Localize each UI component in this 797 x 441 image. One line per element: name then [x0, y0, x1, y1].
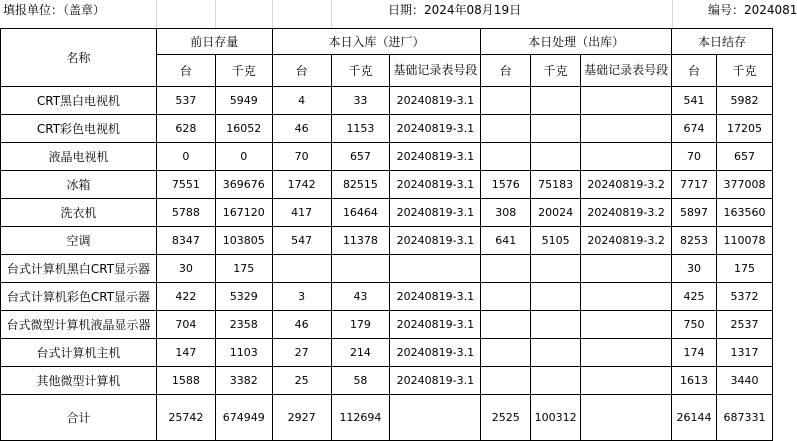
in-record-cell: 20240819-3.1: [390, 143, 481, 171]
in-record-cell: 20240819-3.1: [390, 311, 481, 339]
prev-kg-cell: 16052: [215, 115, 272, 143]
out-units-cell: 2525: [481, 395, 531, 441]
out-record-cell: 20240819-3.2: [581, 227, 672, 255]
stock-kg-cell: 3440: [717, 367, 773, 395]
in-units-cell: 4: [272, 87, 331, 115]
subheader-unit: 台: [672, 55, 717, 87]
out-record-cell: [581, 339, 672, 367]
report-number-label: 编号：2024081: [708, 3, 797, 17]
out-record-cell: [581, 395, 672, 441]
prev-units-cell: 704: [156, 311, 215, 339]
prev-kg-cell: 175: [215, 255, 272, 283]
prev-units-cell: 1588: [156, 367, 215, 395]
header-name: 名称: [1, 29, 157, 87]
out-kg-cell: 5105: [531, 227, 581, 255]
stock-units-cell: 26144: [672, 395, 717, 441]
out-kg-cell: [531, 115, 581, 143]
out-record-cell: [581, 283, 672, 311]
in-kg-cell: 214: [331, 339, 390, 367]
prev-kg-cell: 167120: [215, 199, 272, 227]
out-units-cell: 641: [481, 227, 531, 255]
stock-units-cell: 7717: [672, 171, 717, 199]
in-record-cell: 20240819-3.1: [390, 283, 481, 311]
in-units-cell: 547: [272, 227, 331, 255]
in-units-cell: 2927: [272, 395, 331, 441]
in-record-cell: 20240819-3.1: [390, 115, 481, 143]
stock-units-cell: 541: [672, 87, 717, 115]
in-record-cell: 20240819-3.1: [390, 199, 481, 227]
grid-line: [156, 0, 157, 28]
in-units-cell: 70: [272, 143, 331, 171]
grid-line: [215, 0, 216, 28]
item-name-cell: 合计: [1, 395, 157, 441]
out-record-cell: [581, 87, 672, 115]
out-kg-cell: 75183: [531, 171, 581, 199]
out-units-cell: [481, 115, 531, 143]
subheader-record: 基础记录表号段: [581, 55, 672, 87]
prev-kg-cell: 674949: [215, 395, 272, 441]
table-row: [1, 255, 773, 283]
header-today-stock: 本日结存: [672, 29, 773, 55]
item-name-cell: 台式计算机主机: [1, 339, 157, 367]
out-units-cell: [481, 367, 531, 395]
table-row: [1, 143, 773, 171]
stock-units-cell: 425: [672, 283, 717, 311]
subheader-kg: 千克: [531, 55, 581, 87]
out-kg-cell: [531, 255, 581, 283]
prev-kg-cell: 5949: [215, 87, 272, 115]
out-record-cell: [581, 255, 672, 283]
stock-kg-cell: 2537: [717, 311, 773, 339]
subheader-unit: 台: [272, 55, 331, 87]
item-name-cell: 其他微型计算机: [1, 367, 157, 395]
in-kg-cell: 58: [331, 367, 390, 395]
prev-kg-cell: 2358: [215, 311, 272, 339]
stock-kg-cell: 377008: [717, 171, 773, 199]
out-kg-cell: 100312: [531, 395, 581, 441]
in-kg-cell: 11378: [331, 227, 390, 255]
prev-kg-cell: 369676: [215, 171, 272, 199]
stock-units-cell: 8253: [672, 227, 717, 255]
stock-units-cell: 750: [672, 311, 717, 339]
in-units-cell: 1742: [272, 171, 331, 199]
in-units-cell: 417: [272, 199, 331, 227]
prev-kg-cell: 103805: [215, 227, 272, 255]
prev-units-cell: 7551: [156, 171, 215, 199]
in-kg-cell: 1153: [331, 115, 390, 143]
item-name-cell: 台式微型计算机液晶显示器: [1, 311, 157, 339]
item-name-cell: 空调: [1, 227, 157, 255]
stock-kg-cell: 687331: [717, 395, 773, 441]
in-record-cell: 20240819-3.1: [390, 171, 481, 199]
inventory-table: [0, 28, 773, 441]
out-units-cell: [481, 255, 531, 283]
in-record-cell: 20240819-3.1: [390, 339, 481, 367]
table-row: [1, 199, 773, 227]
header-prev-stock: 前日存量: [156, 29, 272, 55]
prev-units-cell: 147: [156, 339, 215, 367]
stock-units-cell: 174: [672, 339, 717, 367]
stock-units-cell: 30: [672, 255, 717, 283]
prev-units-cell: 25742: [156, 395, 215, 441]
out-kg-cell: [531, 367, 581, 395]
in-units-cell: [272, 255, 331, 283]
prev-units-cell: 422: [156, 283, 215, 311]
out-units-cell: [481, 283, 531, 311]
prev-units-cell: 5788: [156, 199, 215, 227]
stock-units-cell: 70: [672, 143, 717, 171]
item-name-cell: 台式计算机黑白CRT显示器: [1, 255, 157, 283]
prev-units-cell: 30: [156, 255, 215, 283]
out-kg-cell: [531, 311, 581, 339]
stock-kg-cell: 5372: [717, 283, 773, 311]
out-units-cell: [481, 311, 531, 339]
prev-kg-cell: 0: [215, 143, 272, 171]
table-row: [1, 227, 773, 255]
out-kg-cell: [531, 283, 581, 311]
prev-kg-cell: 1103: [215, 339, 272, 367]
header-today-in: 本日入库（进厂）: [272, 29, 481, 55]
in-kg-cell: 33: [331, 87, 390, 115]
in-record-cell: 20240819-3.1: [390, 367, 481, 395]
out-units-cell: [481, 339, 531, 367]
table-row: [1, 87, 773, 115]
item-name-cell: 冰箱: [1, 171, 157, 199]
out-record-cell: 20240819-3.2: [581, 199, 672, 227]
subheader-kg: 千克: [717, 55, 773, 87]
stock-kg-cell: 17205: [717, 115, 773, 143]
total-row: [1, 395, 773, 441]
stock-kg-cell: 163560: [717, 199, 773, 227]
grid-line: [272, 0, 273, 28]
in-record-cell: [390, 395, 481, 441]
stock-units-cell: 1613: [672, 367, 717, 395]
in-units-cell: 46: [272, 115, 331, 143]
table-row: [1, 311, 773, 339]
out-record-cell: [581, 115, 672, 143]
out-kg-cell: [531, 87, 581, 115]
in-kg-cell: [331, 255, 390, 283]
stock-kg-cell: 5982: [717, 87, 773, 115]
in-kg-cell: 112694: [331, 395, 390, 441]
out-record-cell: 20240819-3.2: [581, 171, 672, 199]
out-kg-cell: [531, 143, 581, 171]
reporting-unit-label: 填报单位：（盖章）: [3, 3, 106, 17]
out-record-cell: [581, 143, 672, 171]
out-record-cell: [581, 367, 672, 395]
item-name-cell: 台式计算机彩色CRT显示器: [1, 283, 157, 311]
in-record-cell: [390, 255, 481, 283]
header-row: [1, 29, 773, 55]
in-kg-cell: 43: [331, 283, 390, 311]
stock-kg-cell: 657: [717, 143, 773, 171]
out-kg-cell: 20024: [531, 199, 581, 227]
table-row: [1, 171, 773, 199]
in-units-cell: 27: [272, 339, 331, 367]
subheader-unit: 台: [481, 55, 531, 87]
header-today-out: 本日处理（出库）: [481, 29, 672, 55]
out-units-cell: [481, 143, 531, 171]
table-row: [1, 283, 773, 311]
stock-units-cell: 674: [672, 115, 717, 143]
in-record-cell: 20240819-3.1: [390, 227, 481, 255]
prev-units-cell: 537: [156, 87, 215, 115]
in-kg-cell: 657: [331, 143, 390, 171]
stock-kg-cell: 175: [717, 255, 773, 283]
prev-kg-cell: 3382: [215, 367, 272, 395]
item-name-cell: 洗衣机: [1, 199, 157, 227]
item-name-cell: CRT彩色电视机: [1, 115, 157, 143]
grid-line: [672, 0, 673, 28]
prev-kg-cell: 5329: [215, 283, 272, 311]
in-units-cell: 46: [272, 311, 331, 339]
report-date-label: 日期：2024年08月19日: [388, 3, 522, 17]
prev-units-cell: 0: [156, 143, 215, 171]
in-kg-cell: 179: [331, 311, 390, 339]
table-row: [1, 339, 773, 367]
subheader-record: 基础记录表号段: [390, 55, 481, 87]
stock-kg-cell: 110078: [717, 227, 773, 255]
stock-units-cell: 5897: [672, 199, 717, 227]
subheader-kg: 千克: [331, 55, 390, 87]
out-units-cell: 308: [481, 199, 531, 227]
prev-units-cell: 628: [156, 115, 215, 143]
out-units-cell: [481, 87, 531, 115]
in-kg-cell: 82515: [331, 171, 390, 199]
stock-kg-cell: 1317: [717, 339, 773, 367]
subheader-kg: 千克: [215, 55, 272, 87]
table-row: [1, 115, 773, 143]
table-row: [1, 367, 773, 395]
item-name-cell: 液晶电视机: [1, 143, 157, 171]
grid-line: [331, 0, 332, 28]
out-record-cell: [581, 311, 672, 339]
in-units-cell: 25: [272, 367, 331, 395]
in-record-cell: 20240819-3.1: [390, 87, 481, 115]
in-units-cell: 3: [272, 283, 331, 311]
in-kg-cell: 16464: [331, 199, 390, 227]
item-name-cell: CRT黑白电视机: [1, 87, 157, 115]
subheader-unit: 台: [156, 55, 215, 87]
prev-units-cell: 8347: [156, 227, 215, 255]
out-kg-cell: [531, 339, 581, 367]
out-units-cell: 1576: [481, 171, 531, 199]
